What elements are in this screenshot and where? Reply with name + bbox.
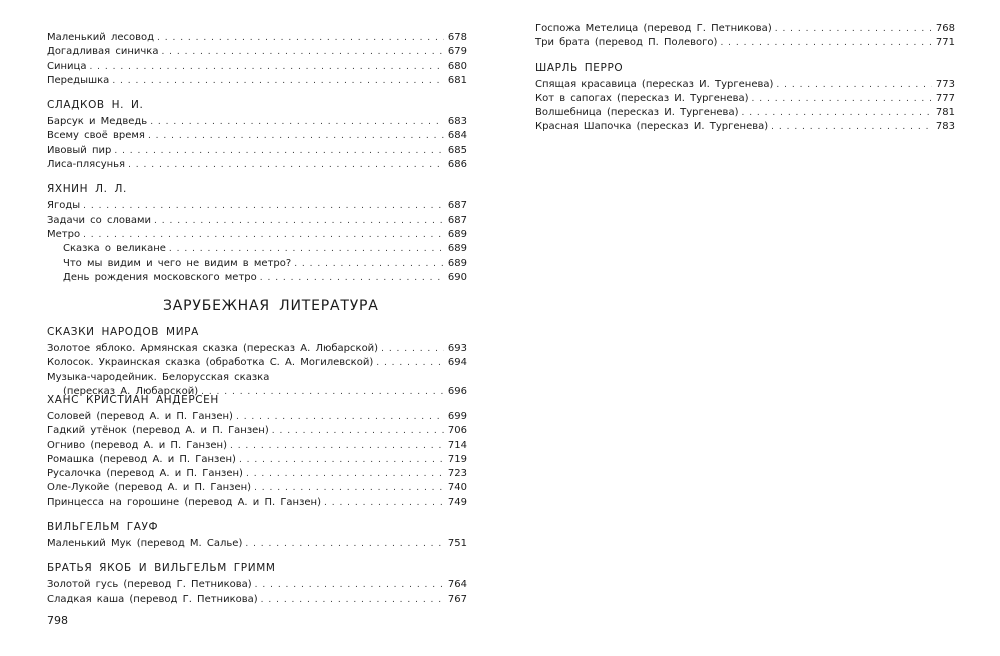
toc-entry (535, 92, 955, 106)
author-heading: ШАРЛЬ ПЕРРО (535, 61, 624, 74)
entry-page: 767 (447, 593, 467, 605)
dot-leader (272, 424, 444, 438)
entry-page: 777 (935, 92, 955, 104)
entry-title: Всему своё время (47, 130, 145, 142)
toc-entry (47, 228, 467, 242)
entry-title: Три брата (перевод П. Полевого) (535, 37, 718, 49)
author-heading: ЯХНИН Л. Л. (47, 183, 127, 196)
page-number: 798 (47, 614, 68, 627)
toc-entry (47, 271, 467, 285)
entry-title: Что мы видим и чего не видим в метро? (63, 257, 292, 269)
dot-leader (776, 78, 932, 92)
dot-leader (89, 60, 444, 74)
toc-entry (47, 129, 467, 143)
dot-leader (230, 439, 444, 453)
toc-entry (47, 439, 467, 453)
entry-title: Синица (47, 60, 87, 72)
entry-title: Догадливая синичка (47, 46, 159, 58)
entry-page: 714 (447, 439, 467, 451)
toc-entry (47, 467, 467, 481)
entry-page: 678 (447, 32, 467, 43)
toc-entry (47, 199, 467, 213)
dot-leader (376, 356, 444, 370)
dot-leader (169, 242, 444, 256)
toc-entry-line1 (47, 371, 467, 385)
entry-title: Метро (47, 228, 81, 240)
entry-title: Ягоды (47, 200, 81, 212)
dot-leader (381, 342, 444, 356)
toc-section (47, 561, 467, 607)
entry-title: Соловей (перевод А. и П. Ганзен) (47, 411, 233, 422)
entry-title: Спящая красавица (пересказ И. Тургенева) (535, 78, 774, 90)
toc-section (535, 61, 955, 135)
section-heading: ЗАРУБЕЖНАЯ ЛИТЕРАТУРА (163, 298, 379, 314)
entry-page: 719 (447, 453, 467, 465)
toc-entry (535, 120, 955, 134)
entry-page: 685 (447, 144, 467, 156)
entry-page: 681 (447, 74, 467, 86)
toc-entry (47, 453, 467, 467)
dot-leader (83, 199, 444, 213)
dot-leader (775, 22, 932, 36)
author-heading: ХАНС КРИСТИАН АНДЕРСЕН (47, 394, 219, 406)
entry-page: 683 (447, 116, 467, 128)
dot-leader (157, 31, 444, 45)
toc-entry (47, 410, 467, 424)
entry-page: 687 (447, 200, 467, 212)
toc-entry (47, 31, 467, 45)
dot-leader (239, 453, 444, 467)
entry-title: Русалочка (перевод А. и П. Ганзен) (47, 468, 243, 480)
entry-page: 773 (935, 78, 955, 90)
dot-leader (112, 74, 444, 88)
dot-leader (83, 228, 444, 242)
entry-page: 689 (447, 243, 467, 255)
dot-leader (324, 496, 444, 510)
dot-leader (254, 481, 444, 495)
entry-page: 768 (935, 23, 955, 34)
entry-title: Сказка о великане (63, 243, 166, 255)
entry-page: 689 (447, 228, 467, 240)
dot-leader (741, 106, 932, 120)
author-heading: СКАЗКИ НАРОДОВ МИРА (47, 326, 199, 338)
dot-leader (261, 593, 444, 607)
toc-entry (47, 578, 467, 592)
entry-title: Госпожа Метелица (перевод Г. Петникова) (535, 23, 772, 34)
entry-page: 680 (447, 60, 467, 72)
toc-section (535, 22, 955, 51)
entry-title: Гадкий утёнок (перевод А. и П. Ганзен) (47, 425, 269, 437)
toc-entry (47, 342, 467, 356)
dot-leader (236, 410, 444, 424)
toc-entry (47, 45, 467, 59)
entry-title: Золотое яблоко. Армянская сказка (пересказ А. Любарской) (47, 343, 379, 354)
toc-entry (47, 144, 467, 158)
entry-title: Барсук и Медведь (47, 116, 148, 128)
entry-page: 696 (447, 385, 467, 397)
entry-page: 706 (447, 425, 467, 437)
entry-page: 694 (447, 357, 467, 369)
dot-leader (720, 36, 932, 50)
entry-title: Ивовый пир (47, 144, 112, 156)
entry-title: Маленький Мук (перевод М. Салье) (47, 538, 243, 550)
dot-leader (245, 537, 444, 551)
entry-page: 684 (447, 130, 467, 142)
dot-leader (294, 257, 444, 271)
entry-page: 723 (447, 468, 467, 480)
toc-section (47, 393, 467, 510)
author-heading: БРАТЬЯ ЯКОБ И ВИЛЬГЕЛЬМ ГРИММ (47, 562, 276, 575)
dot-leader (114, 144, 444, 158)
entry-page: 686 (447, 159, 467, 171)
dot-leader (154, 214, 444, 228)
dot-leader (246, 467, 444, 481)
toc-entry (47, 257, 467, 271)
entry-title: Принцесса на горошине (перевод А. и П. Ганзен) (47, 496, 321, 508)
entry-title: Задачи со словами (47, 214, 152, 226)
toc-entry (47, 158, 467, 172)
entry-page: 771 (935, 37, 955, 49)
toc-section (47, 520, 467, 551)
entry-page: 751 (447, 538, 467, 550)
entry-title: Оле-Лукойе (перевод А. и П. Ганзен) (47, 482, 252, 494)
toc-entry (47, 115, 467, 129)
entry-page: 699 (447, 411, 467, 422)
entry-title: Ромашка (перевод А. и П. Ганзен) (47, 453, 236, 465)
entry-title: Красная Шапочка (пересказ И. Тургенева) (535, 121, 769, 133)
folk-tales-section (47, 315, 467, 399)
entry-page: 781 (935, 107, 955, 119)
author-heading: СЛАДКОВ Н. И. (47, 99, 144, 112)
toc-entry (47, 481, 467, 495)
toc-entry (47, 356, 467, 370)
entry-page: 783 (935, 121, 955, 133)
toc-entry (47, 496, 467, 510)
toc-entry (535, 106, 955, 120)
entry-title: Музыка-чародейник. Белорусская сказка (47, 371, 270, 383)
dot-leader (752, 92, 932, 106)
entry-title: День рождения московского метро (63, 271, 257, 283)
left-bottom-column (47, 393, 467, 607)
entry-page: 690 (447, 271, 467, 283)
entry-title: Колосок. Украинская сказка (обработка С. А. Могилевской) (47, 357, 374, 369)
entry-page: 679 (447, 46, 467, 58)
toc-entry (47, 537, 467, 551)
entry-title: Волшебница (пересказ И. Тургенева) (535, 107, 739, 119)
dot-leader (260, 271, 444, 285)
entry-page: 687 (447, 214, 467, 226)
toc-entry (47, 74, 467, 88)
dot-leader (128, 158, 444, 172)
dot-leader (148, 129, 444, 143)
entry-page: 693 (447, 343, 467, 354)
entry-title: Огниво (перевод А. и П. Ганзен) (47, 439, 227, 451)
toc-section (47, 98, 467, 172)
entry-page: 689 (447, 257, 467, 269)
author-heading: ВИЛЬГЕЛЬМ ГАУФ (47, 521, 159, 534)
entry-title: Кот в сапогах (пересказ И. Тургенева) (535, 92, 749, 104)
dot-leader (771, 120, 932, 134)
entry-title: Сладкая каша (перевод Г. Петникова) (47, 593, 258, 605)
entry-page: 740 (447, 482, 467, 494)
toc-entry (47, 593, 467, 607)
dot-leader (161, 45, 444, 59)
entry-title: Лиса-плясунья (47, 159, 126, 171)
toc-entry (535, 22, 955, 36)
toc-entry (535, 36, 955, 50)
dot-leader (255, 578, 444, 592)
right-column (535, 22, 955, 135)
toc-section (47, 182, 467, 285)
toc-entry (47, 60, 467, 74)
entry-page: 749 (447, 496, 467, 508)
entry-title: Золотой гусь (перевод Г. Петникова) (47, 579, 252, 591)
entry-title: Передышка (47, 74, 110, 86)
toc-entry (47, 424, 467, 438)
entry-title: (пересказ А. Любарской) (63, 385, 199, 397)
entry-title: Маленький лесовод (47, 32, 155, 43)
toc-entry (47, 242, 467, 256)
toc-section (47, 31, 467, 88)
entry-page: 764 (447, 579, 467, 591)
left-column (47, 31, 467, 285)
toc-entry (47, 214, 467, 228)
toc-entry (535, 78, 955, 92)
dot-leader (150, 115, 444, 129)
